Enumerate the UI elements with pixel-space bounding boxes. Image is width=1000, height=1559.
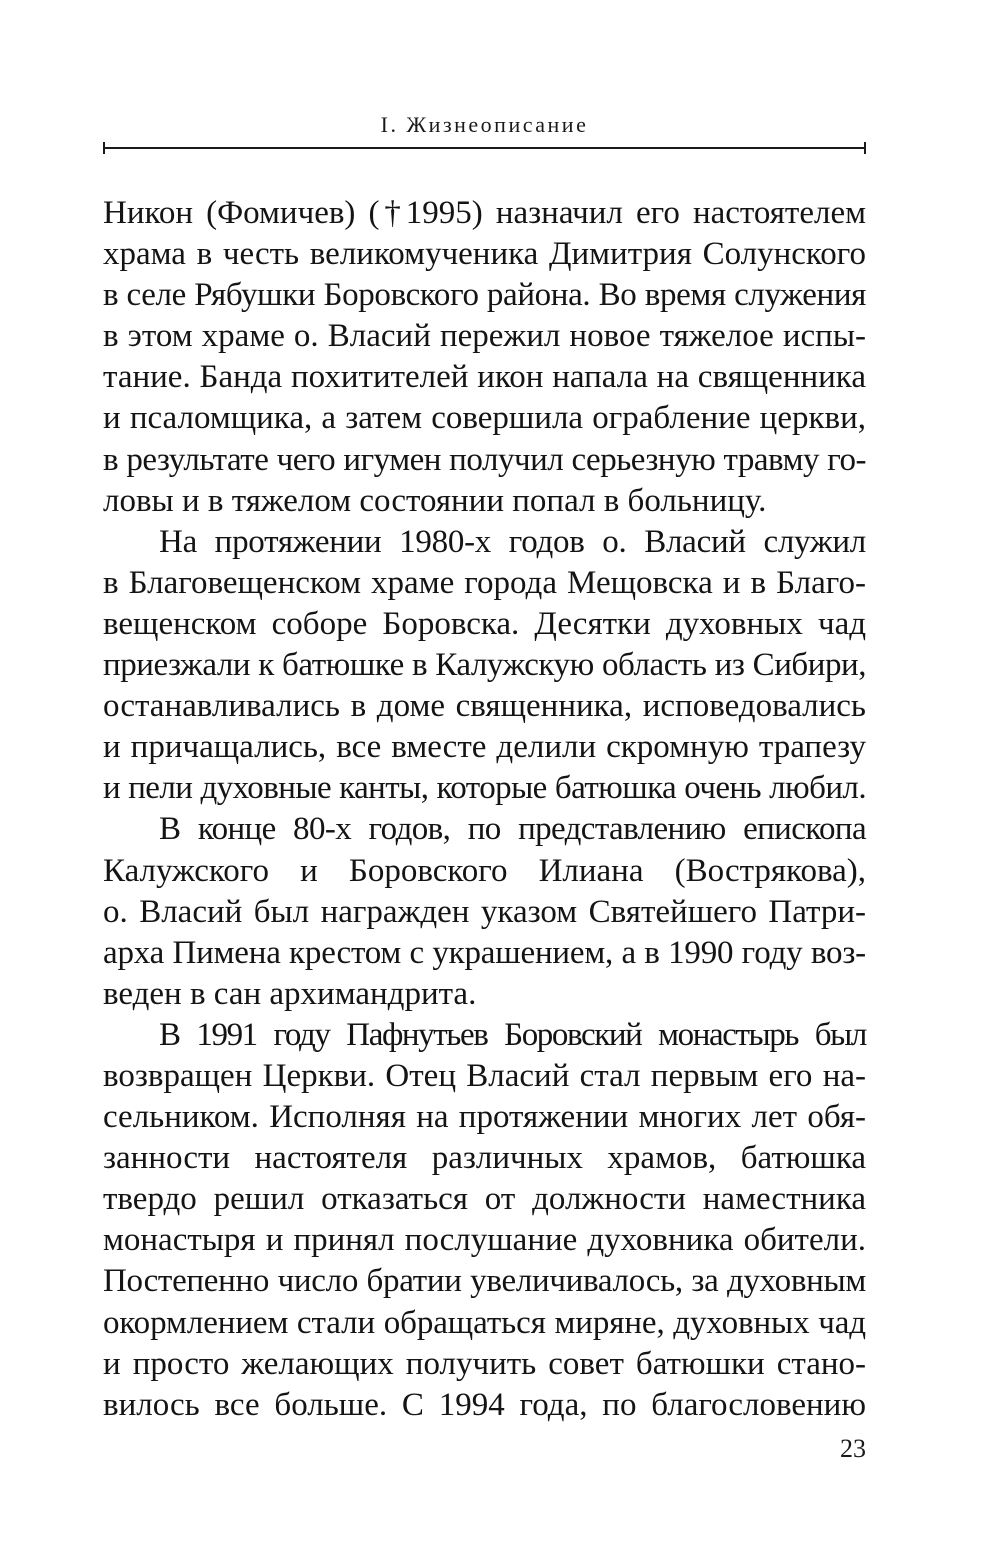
paragraph [103, 522, 866, 810]
text-line: в селе Рябушки Боровского района. Во время служения [103, 277, 866, 314]
text-line: в этом храме о. Власий пережил новое тяжелое испы- [103, 318, 866, 355]
paragraph [103, 1015, 866, 1426]
text-line: Постепенно число братии увеличивалось, за духовным [103, 1263, 866, 1300]
text-line: В конце 80-х годов, по представлению епископа [159, 811, 866, 848]
paragraph [103, 809, 866, 1014]
text-line: веден в сан архимандрита. [103, 975, 477, 1012]
text-line: о. Власий был награжден указом Святейшего Патри- [103, 893, 866, 930]
text-line: В 1991 году Пафнутьев Боровский монастырь был [159, 1016, 866, 1053]
text-line: в Благовещенском храме города Мещовска и в Благо- [103, 564, 866, 601]
text-line: и просто желающих получить совет батюшки стано- [103, 1345, 866, 1382]
text-line: останавливались в доме священника, исповедовались [103, 688, 866, 725]
text-line: монастыря и принял послушание духовника обители. [103, 1222, 866, 1259]
page-number: 23 [840, 1434, 866, 1463]
text-line: сельником. Исполняя на протяжении многих лет обя- [103, 1099, 866, 1136]
running-head: I. Жизнеописание [380, 112, 589, 137]
paragraph [103, 193, 866, 522]
text-line: Калужского и Боровского Илиана (Вострякова), [103, 852, 866, 889]
text-line: тание. Банда похитителей икон напала на священника [103, 359, 866, 396]
text-line: храма в честь великомученика Димитрия Солунского [103, 236, 866, 273]
text-line: и псаломщика, а затем совершила ограбление церкви, [103, 400, 866, 437]
body-text [103, 193, 866, 1426]
text-line: Никон (Фомичев) (†1995) назначил его настоятелем [103, 195, 866, 231]
text-line: и причащались, все вместе делили скромную трапезу [103, 729, 866, 766]
header-rule [103, 147, 866, 149]
text-line: возвращен Церкви. Отец Власий стал первым его на- [103, 1057, 866, 1094]
text-line: ловы и в тяжелом состоянии попал в больницу. [103, 482, 767, 519]
text-line: вилось все больше. С 1994 года, по благословению [103, 1386, 866, 1423]
text-line: в результате чего игумен получил серьезную травму го- [103, 441, 866, 478]
text-line: твердо решил отказаться от должности наместника [103, 1181, 866, 1218]
text-line: занности настоятеля различных храмов, батюшка [103, 1140, 866, 1177]
text-line: окормлением стали обращаться миряне, духовных чад [103, 1304, 866, 1341]
text-line: приезжали к батюшке в Калужскую область из Сибири, [103, 647, 866, 684]
text-line: На протяжении 1980-х годов о. Власий служил [159, 523, 866, 560]
text-line: и пели духовные канты, которые батюшка очень любил. [103, 770, 866, 807]
text-line: арха Пимена крестом с украшением, а в 1990 году воз- [103, 934, 866, 971]
text-line: вещенском соборе Боровска. Десятки духовных чад [103, 605, 866, 642]
